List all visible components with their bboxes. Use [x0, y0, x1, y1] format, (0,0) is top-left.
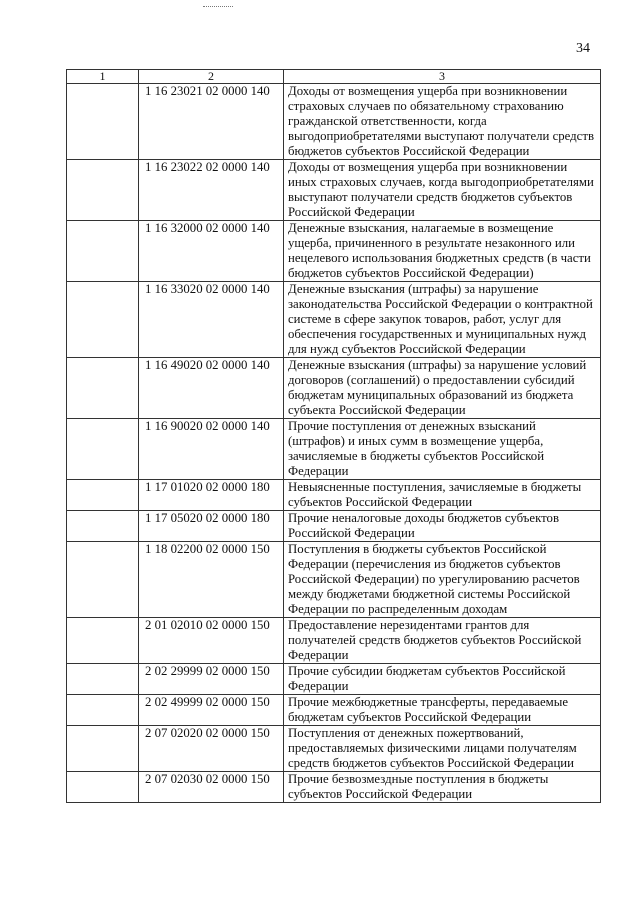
budget-code-cell: 1 16 32000 02 0000 140 — [139, 221, 284, 282]
income-description-cell: Прочие безвозмездные поступления в бюджеты субъектов Российской Федерации — [284, 772, 601, 803]
budget-code-cell: 1 16 23021 02 0000 140 — [139, 84, 284, 160]
income-description-cell: Предоставление нерезидентами грантов для получателей средств бюджетов субъектов Российской Федерации — [284, 618, 601, 664]
budget-code-cell: 2 02 49999 02 0000 150 — [139, 695, 284, 726]
income-description-cell: Прочие поступления от денежных взысканий (штрафов) и иных сумм в возмещение ущерба, зачисляемые в бюджеты субъектов Российской Федерации — [284, 419, 601, 480]
income-description-cell: Доходы от возмещения ущерба при возникновении страховых случаев по обязательному страхованию гражданской ответственности, когда выгодоприобретателями выступают получатели средств бюджетов субъектов Российской Федерации — [284, 84, 601, 160]
income-description-cell: Поступления в бюджеты субъектов Российской Федерации (перечисления из бюджетов субъектов Российской Федерации) по урегулированию расчетов между бюджетами бюджетной системы Российской Федерации по распределенным доходам — [284, 542, 601, 618]
column-header-1: 1 — [67, 70, 139, 84]
budget-codes-table — [66, 69, 601, 803]
top-scan-mark — [203, 6, 233, 7]
header-row — [67, 70, 601, 84]
table-row — [67, 664, 601, 695]
income-description-cell: Прочие межбюджетные трансферты, передаваемые бюджетам субъектов Российской Федерации — [284, 695, 601, 726]
income-description-cell: Денежные взыскания (штрафы) за нарушение законодательства Российской Федерации о контрактной системе в сфере закупок товаров, работ, услуг для обеспечения государственных и муниципальных нужд для нужд субъектов Российской Федерации — [284, 282, 601, 358]
budget-code-cell: 1 16 23022 02 0000 140 — [139, 160, 284, 221]
page-number: 34 — [576, 41, 590, 56]
income-description-cell: Прочие субсидии бюджетам субъектов Российской Федерации — [284, 664, 601, 695]
budget-code-cell: 2 07 02030 02 0000 150 — [139, 772, 284, 803]
table-row — [67, 695, 601, 726]
table-row — [67, 221, 601, 282]
table-row — [67, 419, 601, 480]
budget-code-cell: 2 07 02020 02 0000 150 — [139, 726, 284, 772]
income-description-cell: Денежные взыскания (штрафы) за нарушение условий договоров (соглашений) о предоставлении субсидий бюджетам муниципальных образований из бюджета субъекта Российской Федерации — [284, 358, 601, 419]
budget-code-cell: 1 18 02200 02 0000 150 — [139, 542, 284, 618]
budget-code-cell: 1 17 05020 02 0000 180 — [139, 511, 284, 542]
table-row — [67, 726, 601, 772]
row-empty-cell — [67, 419, 139, 480]
income-description-cell: Невыясненные поступления, зачисляемые в бюджеты субъектов Российской Федерации — [284, 480, 601, 511]
budget-code-cell: 1 17 01020 02 0000 180 — [139, 480, 284, 511]
column-header-3: 3 — [284, 70, 601, 84]
row-empty-cell — [67, 542, 139, 618]
table-row — [67, 772, 601, 803]
table-row — [67, 618, 601, 664]
budget-code-cell: 1 16 49020 02 0000 140 — [139, 358, 284, 419]
budget-code-cell: 2 02 29999 02 0000 150 — [139, 664, 284, 695]
table-row — [67, 282, 601, 358]
row-empty-cell — [67, 664, 139, 695]
table-row — [67, 511, 601, 542]
income-description-cell: Денежные взыскания, налагаемые в возмещение ущерба, причиненного в результате незаконного или нецелевого использования бюджетных средств (в части бюджетов субъектов Российской Федерации) — [284, 221, 601, 282]
budget-code-cell: 1 16 33020 02 0000 140 — [139, 282, 284, 358]
row-empty-cell — [67, 772, 139, 803]
row-empty-cell — [67, 84, 139, 160]
table-row — [67, 160, 601, 221]
income-description-cell: Доходы от возмещения ущерба при возникновении иных страховых случаев, когда выгодоприобретателями выступают получатели средств бюджетов субъектов Российской Федерации — [284, 160, 601, 221]
row-empty-cell — [67, 618, 139, 664]
income-description-cell: Прочие неналоговые доходы бюджетов субъектов Российской Федерации — [284, 511, 601, 542]
row-empty-cell — [67, 358, 139, 419]
table-row — [67, 358, 601, 419]
row-empty-cell — [67, 282, 139, 358]
row-empty-cell — [67, 160, 139, 221]
budget-code-cell: 2 01 02010 02 0000 150 — [139, 618, 284, 664]
income-description-cell: Поступления от денежных пожертвований, предоставляемых физическими лицами получателям средств бюджетов субъектов Российской Федерации — [284, 726, 601, 772]
row-empty-cell — [67, 726, 139, 772]
row-empty-cell — [67, 695, 139, 726]
row-empty-cell — [67, 511, 139, 542]
table-row — [67, 542, 601, 618]
row-empty-cell — [67, 480, 139, 511]
table-row — [67, 84, 601, 160]
column-header-2: 2 — [139, 70, 284, 84]
row-empty-cell — [67, 221, 139, 282]
budget-code-cell: 1 16 90020 02 0000 140 — [139, 419, 284, 480]
table-row — [67, 480, 601, 511]
